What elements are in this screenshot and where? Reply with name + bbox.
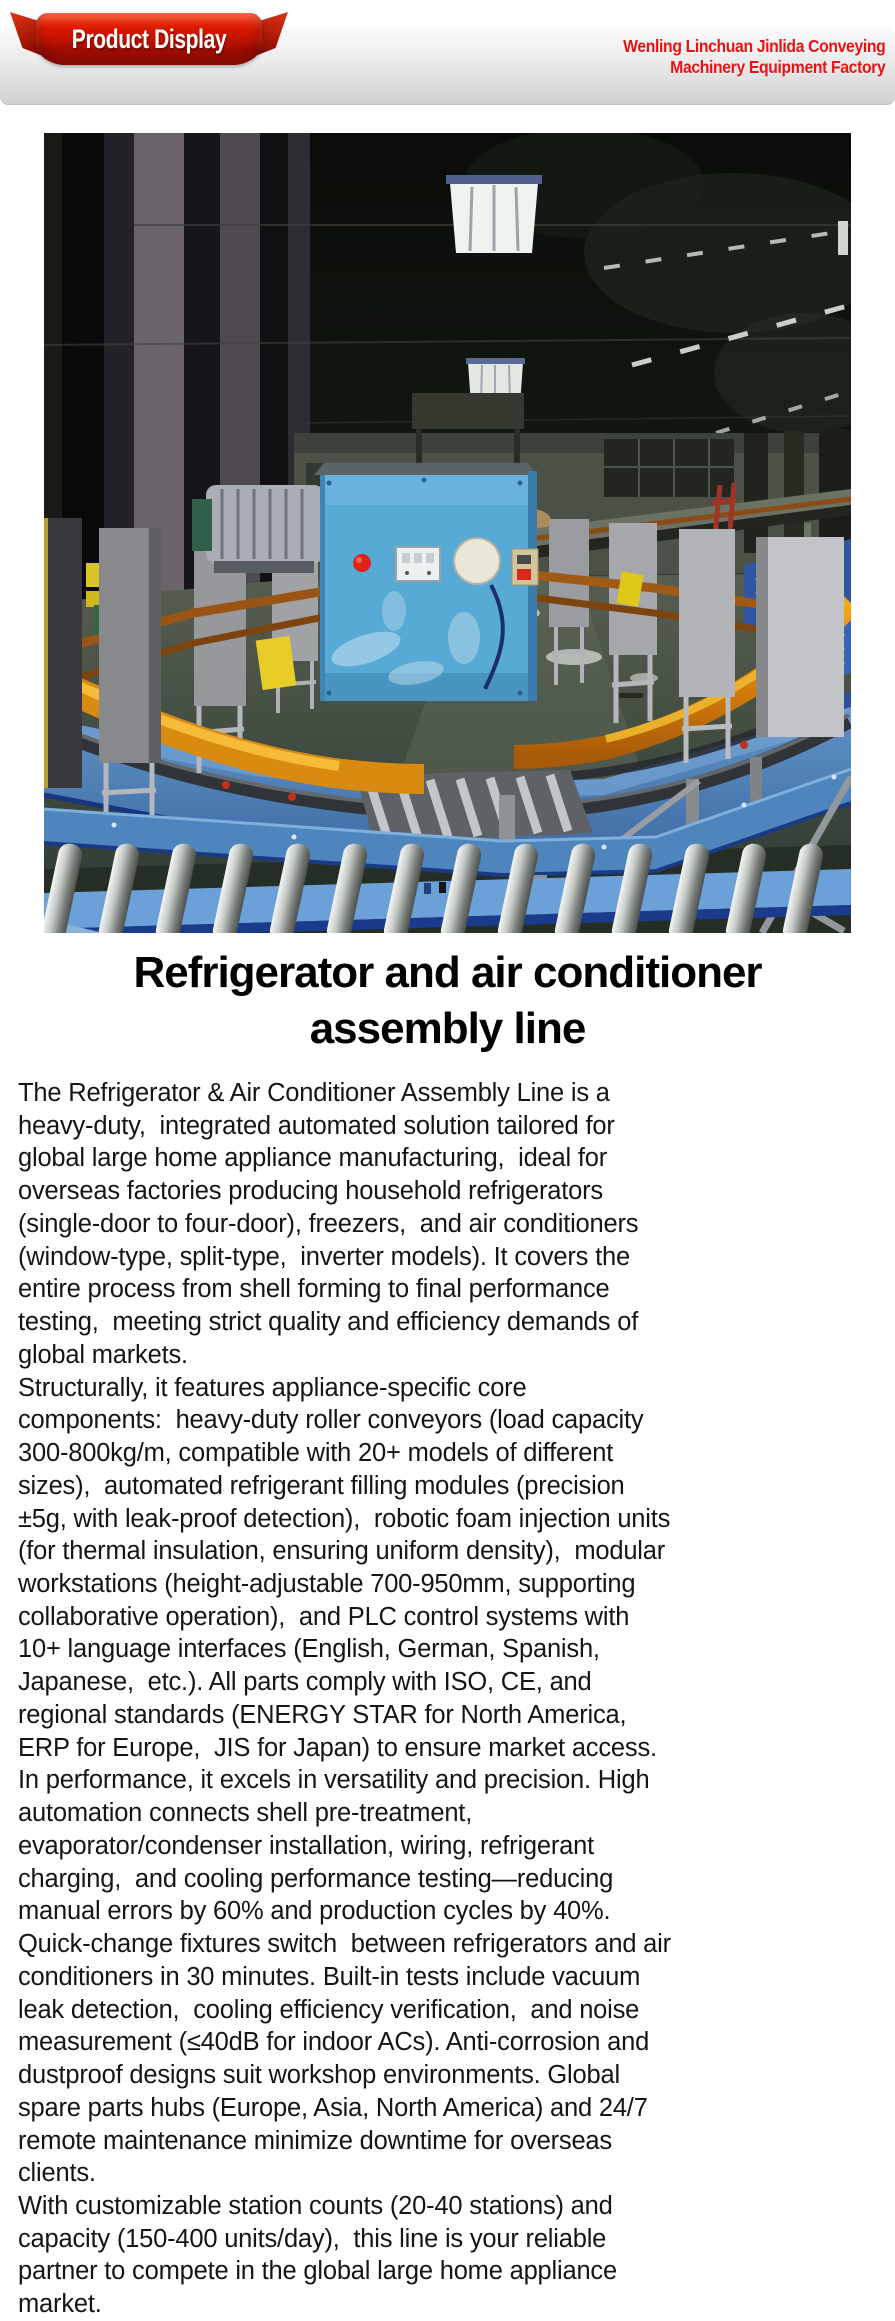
description-line: With customizable station counts (20-40 stations) and bbox=[18, 2191, 613, 2220]
description-line: manual errors by 60% and production cycles by 40%. bbox=[18, 1897, 611, 1926]
description-line: ±5g, with leak-proof detection), robotic foam injection units bbox=[18, 1504, 671, 1533]
description-line: partner to compete in the global large home appliance bbox=[18, 2257, 617, 2286]
ribbon-label: Product Display bbox=[71, 23, 227, 54]
description-line: dustproof designs suit workshop environments. Global bbox=[18, 2061, 620, 2090]
description-line: 10+ language interfaces (English, German, Spanish, bbox=[18, 1635, 600, 1664]
description-line: sizes), automated refrigerant filling modules (precision bbox=[18, 1471, 625, 1500]
description-line: evaporator/condenser installation, wiring, refrigerant bbox=[18, 1831, 595, 1860]
description-line: components: heavy-duty roller conveyors (load capacity bbox=[18, 1406, 644, 1435]
description-line: heavy-duty, integrated automated solution tailored for bbox=[18, 1111, 615, 1140]
company-name-line1: Wenling Linchuan Jinlida Conveying bbox=[622, 36, 885, 56]
description-line: Japanese, etc.). All parts comply with ISO, CE, and bbox=[18, 1668, 592, 1697]
description-line: automation connects shell pre-treatment, bbox=[18, 1799, 473, 1828]
description-line: (window-type, split-type, inverter models). It covers the bbox=[18, 1242, 630, 1271]
description-line: capacity (150-400 units/day), this line is your reliable bbox=[18, 2224, 607, 2253]
assembly-line-illustration bbox=[44, 133, 851, 933]
gauge-icon bbox=[454, 538, 500, 584]
header bbox=[0, 0, 895, 104]
product-display-ribbon bbox=[10, 4, 288, 70]
description-line: conditioners in 30 minutes. Built-in tests include vacuum bbox=[18, 1962, 641, 1991]
company-name bbox=[623, 36, 885, 78]
product-photo bbox=[44, 133, 851, 933]
description-line: charging, and cooling performance testing—reducing bbox=[18, 1864, 614, 1893]
description-line: ERP for Europe, JIS for Japan) to ensure market access. bbox=[18, 1733, 657, 1762]
ribbon-body bbox=[36, 13, 262, 65]
description-line: testing, meeting strict quality and efficiency demands of bbox=[18, 1308, 639, 1337]
description-line: Quick-change fixtures switch between refrigerators and air bbox=[18, 1930, 671, 1959]
description-line: global markets. bbox=[18, 1340, 188, 1369]
product-description bbox=[0, 1077, 895, 2321]
product-title-line2: assembly line bbox=[309, 1004, 586, 1053]
description-line: clients. bbox=[18, 2159, 96, 2188]
description-line: spare parts hubs (Europe, Asia, North America) and 24/7 bbox=[18, 2093, 648, 2122]
description-line: overseas factories producing household refrigerators bbox=[18, 1177, 603, 1206]
description-line: measurement (≤40dB for indoor ACs). Anti-corrosion and bbox=[18, 2028, 650, 2057]
description-line: In performance, it excels in versatility and precision. High bbox=[18, 1766, 650, 1795]
description-line: workstations (height-adjustable 700-950mm, supporting bbox=[18, 1570, 636, 1599]
product-title bbox=[0, 945, 895, 1057]
switch-panel-icon bbox=[396, 547, 440, 581]
description-line: Structurally, it features appliance-specific core bbox=[18, 1373, 527, 1402]
company-name-line2: Machinery Equipment Factory bbox=[669, 57, 885, 77]
description-line: (single-door to four-door), freezers, and air conditioners bbox=[18, 1209, 639, 1238]
description-line: leak detection, cooling efficiency verification, and noise bbox=[18, 1995, 640, 2024]
description-line: market. bbox=[18, 2290, 102, 2319]
description-line: The Refrigerator & Air Conditioner Assembly Line is a bbox=[18, 1079, 610, 1107]
red-button-icon bbox=[353, 554, 371, 572]
description-line: entire process from shell forming to final performance bbox=[18, 1275, 610, 1304]
description-line: collaborative operation), and PLC control systems with bbox=[18, 1602, 630, 1631]
description-line: remote maintenance minimize downtime for overseas bbox=[18, 2126, 612, 2155]
description-line: global large home appliance manufacturing, ideal for bbox=[18, 1144, 608, 1173]
description-line: regional standards (ENERGY STAR for North America, bbox=[18, 1700, 627, 1729]
description-line: (for thermal insulation, ensuring uniform density), modular bbox=[18, 1537, 666, 1566]
description-line: 300-800kg/m, compatible with 20+ models of different bbox=[18, 1439, 614, 1468]
product-title-line1: Refrigerator and air conditioner bbox=[133, 948, 762, 997]
